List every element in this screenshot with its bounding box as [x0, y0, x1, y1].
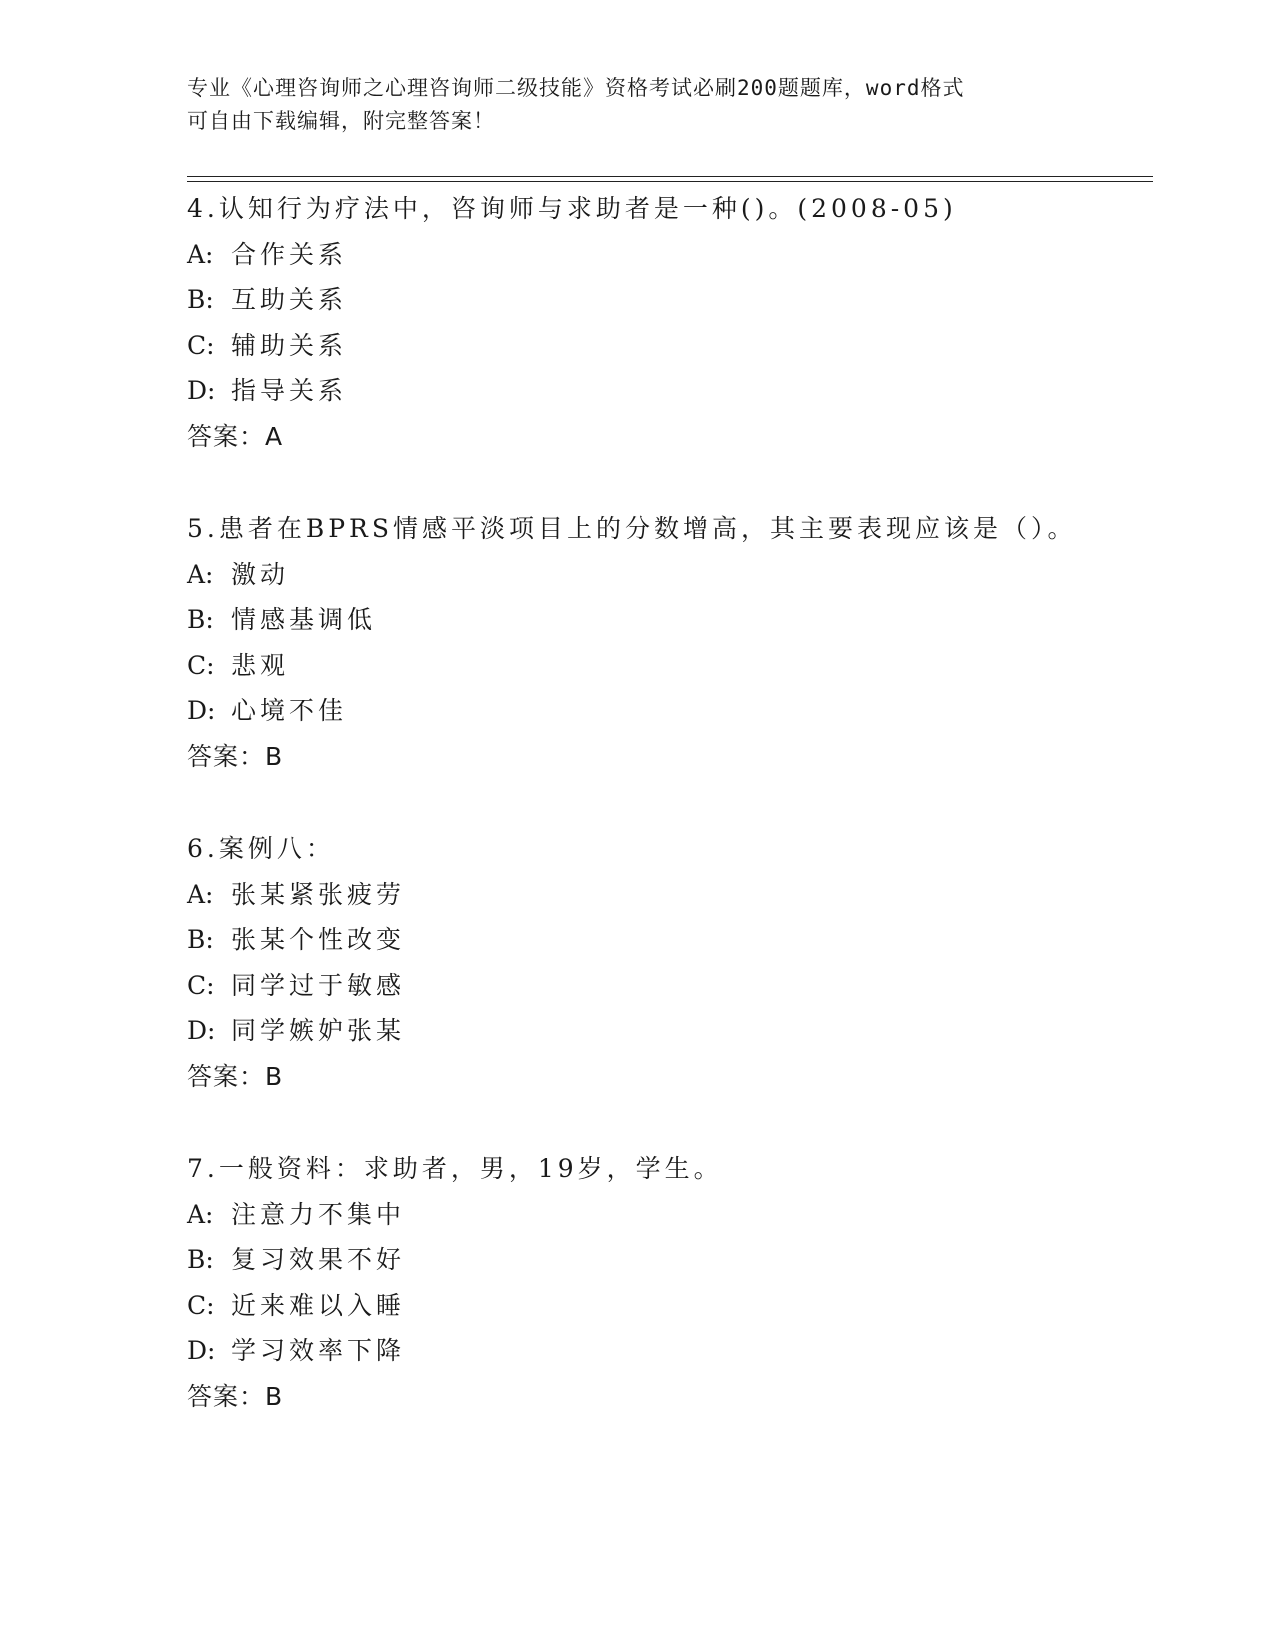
option-text: 同学嫉妒张某 [231, 1016, 406, 1045]
option-row [187, 368, 1147, 414]
option-text: 同学过于敏感 [231, 970, 406, 1000]
option-row [187, 552, 1147, 598]
option-row [187, 232, 1147, 278]
option-key: A: [187, 559, 214, 589]
option-text: 指导关系 [231, 376, 348, 405]
option-text: 注意力不集中 [231, 1199, 406, 1229]
option-text: 互助关系 [231, 285, 348, 314]
question-stem: 5.患者在BPRS情感平淡项目上的分数增高，其主要表现应该是（）。 [187, 514, 1077, 543]
option-row [187, 277, 1147, 323]
option-row [187, 1237, 1147, 1283]
option-text: 激动 [231, 559, 290, 589]
question-block [187, 826, 1147, 1099]
question-block [187, 1146, 1147, 1419]
option-row [187, 917, 1147, 963]
option-text: 悲观 [231, 650, 290, 680]
option-key: C: [187, 650, 215, 680]
option-row [187, 1283, 1147, 1329]
question-stem: 7.一般资料：求助者，男，19岁，学生。 [187, 1154, 723, 1183]
answer-line: 答案：B [187, 741, 284, 771]
option-key: A: [187, 1199, 214, 1229]
option-key: D: [187, 376, 216, 405]
header-rule-top [187, 176, 1153, 177]
header-line-1: 专业《心理咨询师之心理咨询师二级技能》资格考试必刷200题题库，word格式 [187, 76, 965, 100]
header-line-2: 可自由下载编辑，附完整答案！ [187, 109, 495, 133]
option-row [187, 872, 1147, 918]
option-text: 辅助关系 [231, 330, 348, 360]
option-text: 情感基调低 [231, 605, 377, 634]
option-row [187, 643, 1147, 689]
option-key: D: [187, 696, 216, 725]
option-key: D: [187, 1336, 216, 1365]
option-key: C: [187, 1290, 215, 1320]
option-key: C: [187, 330, 215, 360]
answer-line: 答案：B [187, 1381, 284, 1411]
option-text: 学习效率下降 [231, 1336, 406, 1365]
question-stem: 6.案例八： [187, 834, 335, 863]
option-key: B: [187, 1245, 214, 1274]
option-text: 近来难以入睡 [231, 1290, 406, 1320]
option-text: 张某个性改变 [231, 925, 406, 954]
answer-line: 答案：A [187, 421, 284, 451]
question-block [187, 186, 1147, 459]
option-row [187, 1192, 1147, 1238]
option-row [187, 1328, 1147, 1374]
option-row [187, 597, 1147, 643]
option-key: A: [187, 879, 214, 909]
option-key: A: [187, 239, 214, 269]
header-rule-bottom [187, 181, 1153, 182]
document-header [187, 72, 1067, 138]
option-row [187, 963, 1147, 1009]
option-text: 复习效果不好 [231, 1245, 406, 1274]
question-block [187, 506, 1147, 779]
option-key: B: [187, 925, 214, 954]
option-row [187, 1008, 1147, 1054]
option-key: B: [187, 605, 214, 634]
answer-line: 答案：B [187, 1061, 284, 1091]
option-text: 心境不佳 [231, 696, 348, 725]
option-text: 张某紧张疲劳 [231, 879, 406, 909]
option-text: 合作关系 [231, 239, 348, 269]
option-row [187, 323, 1147, 369]
option-key: D: [187, 1016, 216, 1045]
option-key: B: [187, 285, 214, 314]
option-key: C: [187, 970, 215, 1000]
question-stem: 4.认知行为疗法中，咨询师与求助者是一种()。(2008-05) [187, 194, 957, 223]
option-row [187, 688, 1147, 734]
